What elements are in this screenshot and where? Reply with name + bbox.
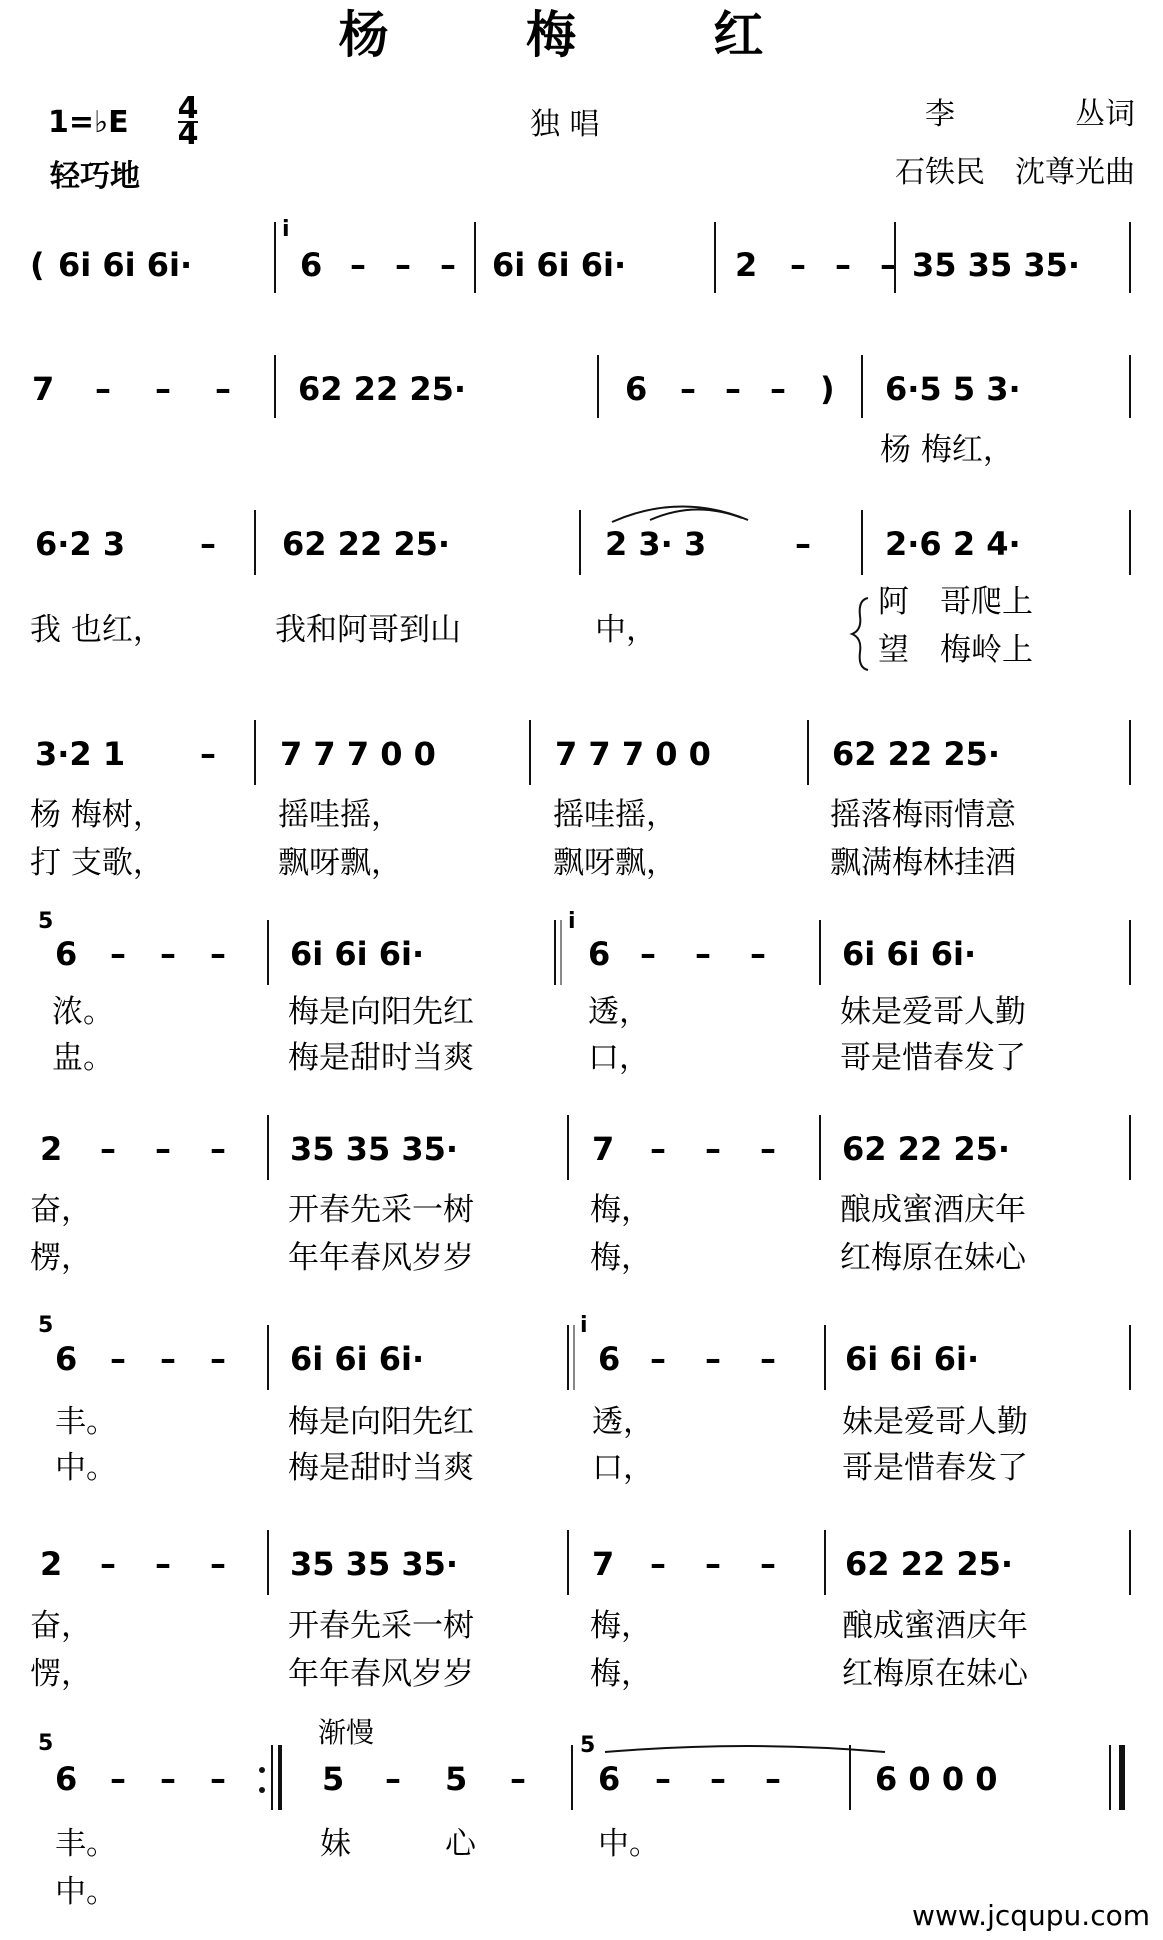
lyric: 妹是爱哥人勤 bbox=[840, 994, 1026, 1030]
figure: 6·2 3 bbox=[35, 525, 126, 563]
tempo-marking: 渐慢 bbox=[318, 1716, 375, 1749]
svg-text:5: 5 bbox=[445, 1760, 468, 1798]
svg-text:7: 7 bbox=[592, 1545, 615, 1583]
svg-text:–: – bbox=[160, 1760, 176, 1798]
performance-form: 独 唱 bbox=[530, 107, 600, 142]
svg-text:6: 6 bbox=[598, 1760, 621, 1798]
figure: 3·2 1 bbox=[35, 735, 126, 773]
lyric: 摇哇摇， bbox=[278, 797, 402, 833]
svg-text:–: – bbox=[440, 246, 456, 284]
svg-text:–: – bbox=[695, 935, 711, 973]
svg-text:–: – bbox=[760, 1130, 776, 1168]
svg-text:–: – bbox=[385, 1760, 401, 1798]
paren-open: ( bbox=[30, 246, 45, 284]
website-watermark: www.jcqupu.com bbox=[912, 1899, 1150, 1932]
lyric: 哥是惜春发了 bbox=[840, 1040, 1026, 1076]
svg-text:–: – bbox=[795, 525, 811, 563]
row-1 bbox=[30, 217, 1130, 293]
row-7 bbox=[38, 1313, 1130, 1486]
svg-text:–: – bbox=[210, 1760, 226, 1798]
svg-text:6: 6 bbox=[598, 1340, 621, 1378]
svg-text:–: – bbox=[650, 1340, 666, 1378]
svg-text:7: 7 bbox=[592, 1130, 615, 1168]
lyric: 盅。 bbox=[52, 1040, 114, 1076]
lyric: 我 也红， bbox=[30, 612, 164, 648]
figure: 62 22 25· bbox=[845, 1545, 1014, 1583]
svg-text:6: 6 bbox=[55, 1340, 78, 1378]
lyric: 飘呀飘， bbox=[278, 845, 402, 881]
svg-text:2: 2 bbox=[735, 246, 758, 284]
lyric: 愣， bbox=[30, 1656, 92, 1692]
lyric: 浓。 bbox=[52, 994, 114, 1030]
lyric: 红梅原在妹心 bbox=[842, 1656, 1028, 1692]
figure: 2 3· 3 bbox=[605, 525, 707, 563]
figure: 6i 6i 6i· bbox=[290, 1340, 425, 1378]
time-signature-top: 4 bbox=[177, 91, 199, 126]
lyric: 我和阿哥到山 bbox=[275, 612, 461, 648]
grace-note: i bbox=[580, 1313, 588, 1338]
svg-text:–: – bbox=[770, 370, 786, 408]
grace-note: i bbox=[282, 217, 290, 242]
figure: 6i 6i 6i· bbox=[842, 935, 977, 973]
svg-text:–: – bbox=[725, 370, 741, 408]
svg-text:2: 2 bbox=[40, 1130, 63, 1168]
svg-text:–: – bbox=[155, 370, 171, 408]
lyric: 红梅原在妹心 bbox=[840, 1240, 1026, 1276]
grace-note: 5 bbox=[38, 1731, 54, 1756]
lyric: 口， bbox=[592, 1450, 654, 1486]
svg-text:–: – bbox=[215, 370, 231, 408]
lyric: 摇落梅雨情意 bbox=[830, 797, 1016, 833]
figure: 62 22 25· bbox=[832, 735, 1001, 773]
svg-text:–: – bbox=[100, 1545, 116, 1583]
figure: 7 7 7 0 0 bbox=[280, 735, 436, 773]
lyric: 飘呀飘， bbox=[553, 845, 677, 881]
svg-text:–: – bbox=[510, 1760, 526, 1798]
row-2 bbox=[32, 355, 1130, 468]
svg-text:–: – bbox=[650, 1130, 666, 1168]
lyric: 中。 bbox=[55, 1450, 117, 1486]
svg-text:–: – bbox=[765, 1760, 781, 1798]
lyric: 梅是甜时当爽 bbox=[288, 1040, 474, 1076]
lyric: 梅是向阳先红 bbox=[288, 1404, 474, 1440]
svg-text:–: – bbox=[395, 246, 411, 284]
grace-note: 5 bbox=[38, 909, 54, 934]
row-3 bbox=[30, 506, 1130, 670]
figure: 6i 6i 6i· bbox=[58, 246, 193, 284]
figure: 6i 6i 6i· bbox=[845, 1340, 980, 1378]
figure: 6 0 0 0 bbox=[875, 1760, 998, 1798]
composer-credit: 石铁民 沈尊光曲 bbox=[895, 155, 1135, 190]
svg-text:5: 5 bbox=[322, 1760, 345, 1798]
svg-text:–: – bbox=[750, 935, 766, 973]
svg-text:–: – bbox=[350, 246, 366, 284]
lyric: 酿成蜜酒庆年 bbox=[842, 1608, 1028, 1644]
lyric: 口， bbox=[588, 1040, 650, 1076]
figure: 62 22 25· bbox=[298, 370, 467, 408]
lyric: 奋， bbox=[30, 1192, 92, 1228]
figure: 6·5 5 3· bbox=[885, 370, 1021, 408]
grace-note: i bbox=[568, 909, 576, 934]
svg-text:–: – bbox=[655, 1760, 671, 1798]
svg-text:–: – bbox=[640, 935, 656, 973]
lyric: 透， bbox=[592, 1404, 654, 1440]
lyric: 梅， bbox=[590, 1608, 652, 1644]
row-4 bbox=[30, 720, 1130, 881]
grace-note: 5 bbox=[580, 1733, 596, 1758]
svg-text:6: 6 bbox=[55, 1760, 78, 1798]
figure: 35 35 35· bbox=[290, 1545, 459, 1583]
svg-text:–: – bbox=[110, 935, 126, 973]
lyric: 望 梅岭上 bbox=[878, 632, 1033, 668]
lyric: 中。 bbox=[55, 1874, 117, 1910]
lyric: 打 支歌， bbox=[30, 845, 164, 881]
svg-text:–: – bbox=[835, 246, 851, 284]
svg-text:–: – bbox=[210, 1130, 226, 1168]
svg-text:–: – bbox=[880, 246, 896, 284]
figure: 35 35 35· bbox=[290, 1130, 459, 1168]
svg-text:2: 2 bbox=[40, 1545, 63, 1583]
lyric: 奋， bbox=[30, 1608, 92, 1644]
svg-text:–: – bbox=[210, 935, 226, 973]
svg-text:6: 6 bbox=[625, 370, 648, 408]
paren-close: ) bbox=[820, 370, 835, 408]
lyric: 妹是爱哥人勤 bbox=[842, 1404, 1028, 1440]
lyric: 酿成蜜酒庆年 bbox=[840, 1192, 1026, 1228]
lyric: 丰。 bbox=[55, 1404, 117, 1440]
key-signature: 1=♭E bbox=[48, 105, 129, 140]
svg-text:–: – bbox=[200, 525, 216, 563]
grace-note: 5 bbox=[38, 1313, 54, 1338]
lyric: 中。 bbox=[598, 1826, 660, 1862]
figure: 6i 6i 6i· bbox=[492, 246, 627, 284]
svg-text:–: – bbox=[155, 1545, 171, 1583]
lyric: 梅， bbox=[590, 1656, 652, 1692]
svg-text:–: – bbox=[110, 1760, 126, 1798]
figure: 35 35 35· bbox=[912, 246, 1081, 284]
svg-text:–: – bbox=[100, 1130, 116, 1168]
svg-text:–: – bbox=[110, 1340, 126, 1378]
svg-text:7: 7 bbox=[32, 370, 55, 408]
lyric: 心 bbox=[445, 1826, 476, 1862]
lyric: 梅是甜时当爽 bbox=[288, 1450, 474, 1486]
svg-text:–: – bbox=[650, 1545, 666, 1583]
song-title: 杨 梅 红 bbox=[338, 5, 824, 64]
lyric: 阿 哥爬上 bbox=[878, 584, 1033, 620]
svg-text:–: – bbox=[760, 1545, 776, 1583]
svg-text:6: 6 bbox=[300, 246, 323, 284]
row-5 bbox=[38, 909, 1130, 1076]
figure: 2·6 2 4· bbox=[885, 525, 1021, 563]
lyric: 梅， bbox=[590, 1240, 652, 1276]
time-signature-bottom: 4 bbox=[177, 117, 199, 152]
lyric: 飘满梅林挂酒 bbox=[830, 845, 1016, 881]
svg-text:–: – bbox=[200, 735, 216, 773]
lyric: 开春先采一树 bbox=[288, 1192, 474, 1228]
lyricist-credit: 李 丛词 bbox=[925, 97, 1135, 132]
svg-text:–: – bbox=[210, 1545, 226, 1583]
row-6 bbox=[30, 1115, 1130, 1276]
figure: 62 22 25· bbox=[282, 525, 451, 563]
svg-text:6: 6 bbox=[588, 935, 611, 973]
svg-text:–: – bbox=[705, 1340, 721, 1378]
lyric: 开春先采一树 bbox=[288, 1608, 474, 1644]
figure: 6i 6i 6i· bbox=[290, 935, 425, 973]
svg-text:–: – bbox=[95, 370, 111, 408]
svg-text:–: – bbox=[155, 1130, 171, 1168]
lyric: 摇哇摇， bbox=[553, 797, 677, 833]
lyric: 梅， bbox=[590, 1192, 652, 1228]
svg-text:–: – bbox=[160, 1340, 176, 1378]
figure: 62 22 25· bbox=[842, 1130, 1011, 1168]
lyric: 杨 梅红， bbox=[880, 432, 1014, 468]
svg-text:–: – bbox=[790, 246, 806, 284]
lyric: 丰。 bbox=[55, 1826, 117, 1862]
lyric: 透， bbox=[588, 994, 650, 1030]
svg-text:–: – bbox=[710, 1760, 726, 1798]
lyric: 年年春风岁岁 bbox=[288, 1656, 474, 1692]
lyric: 妹 bbox=[320, 1826, 351, 1862]
lyric: 梅是向阳先红 bbox=[288, 994, 474, 1030]
mood-marking: 轻巧地 bbox=[50, 159, 140, 194]
lyric: 中， bbox=[595, 612, 657, 648]
lyric: 杨 梅树， bbox=[30, 797, 164, 833]
svg-text:–: – bbox=[160, 935, 176, 973]
svg-text:–: – bbox=[210, 1340, 226, 1378]
svg-text:–: – bbox=[760, 1340, 776, 1378]
svg-text:–: – bbox=[705, 1130, 721, 1168]
lyric: 哥是惜春发了 bbox=[842, 1450, 1028, 1486]
row-8 bbox=[30, 1530, 1130, 1692]
lyric: 楞， bbox=[30, 1240, 92, 1276]
svg-text:6: 6 bbox=[55, 935, 78, 973]
svg-text:–: – bbox=[680, 370, 696, 408]
svg-text:–: – bbox=[705, 1545, 721, 1583]
lyric: 年年春风岁岁 bbox=[288, 1240, 474, 1276]
figure: 7 7 7 0 0 bbox=[555, 735, 711, 773]
row-9 bbox=[38, 1716, 1122, 1910]
